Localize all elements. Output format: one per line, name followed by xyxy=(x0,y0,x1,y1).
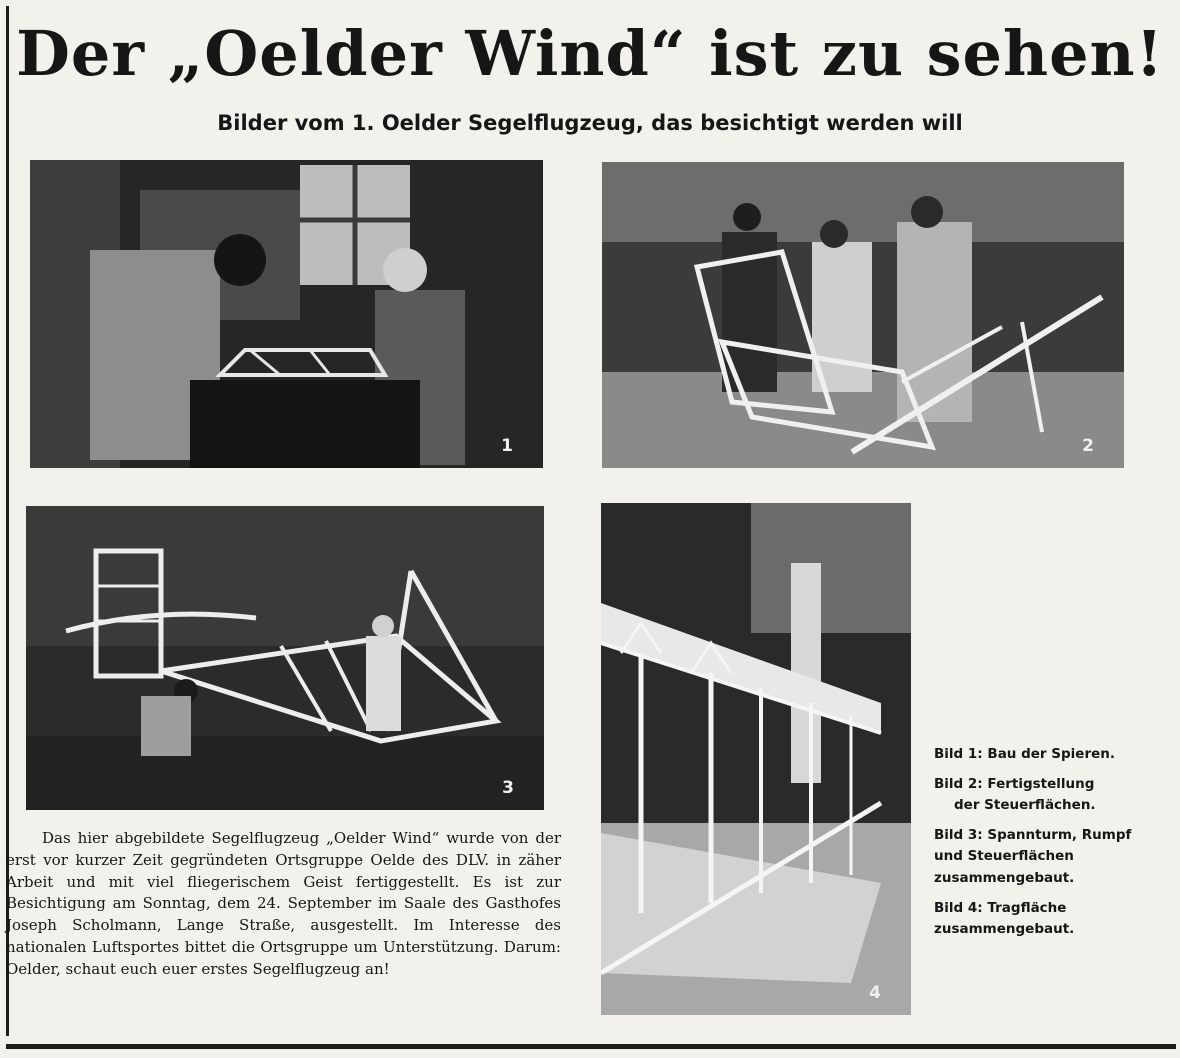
photo-4-image xyxy=(601,503,911,1015)
caption-3-label: Bild 3: xyxy=(934,826,983,843)
photo-3-number: 3 xyxy=(502,778,514,798)
photo-1-image xyxy=(30,160,543,468)
photo-2-number: 2 xyxy=(1082,436,1094,456)
headline: Der „Oelder Wind“ ist zu sehen! xyxy=(16,17,1164,90)
caption-1 xyxy=(934,744,1158,766)
subtitle: Bilder vom 1. Oelder Segelflugzeug, das besichtigt werden will xyxy=(217,111,963,135)
caption-1-text: Bau der Spieren. xyxy=(987,746,1116,762)
caption-2 xyxy=(934,774,1158,817)
caption-2-label: Bild 2: xyxy=(934,775,983,792)
caption-1-label: Bild 1: xyxy=(934,746,983,762)
caption-3-text: Spannturm, Rumpf und Steuerflächen zusammengebaut. xyxy=(934,826,1132,886)
photo-captions xyxy=(934,744,1158,949)
photo-4-number: 4 xyxy=(869,983,881,1003)
photo-2-image xyxy=(602,162,1124,468)
caption-4-text: Tragfläche zusammengebaut. xyxy=(934,899,1075,938)
caption-4-label: Bild 4: xyxy=(934,899,983,916)
photo-3-image xyxy=(26,506,544,810)
photo-1-number: 1 xyxy=(501,436,513,456)
caption-3 xyxy=(934,825,1158,890)
photo-1 xyxy=(30,160,543,468)
photo-4 xyxy=(601,503,911,1015)
caption-2-continuation: der Steuerflächen. xyxy=(954,797,1096,814)
caption-4 xyxy=(934,898,1158,941)
article-body xyxy=(6,828,561,981)
caption-2-text: Fertigstellung xyxy=(987,775,1095,792)
photo-2 xyxy=(602,162,1124,468)
bottom-rule xyxy=(6,1044,1176,1049)
photo-3 xyxy=(26,506,544,810)
article-paragraph: Das hier abgebildete Segelflugzeug „Oelder Wind“ wurde von der erst vor kurzer Zeit gegründeten Ortsgruppe Oelde des DLV. in zäher Arbeit und mit viel fliegerischem Geist fertiggestellt. Es ist zur Besichtigung am Sonntag, dem 24. September im Saale des Gasthofes Joseph Scholmann, Lange Straße, ausgestellt. Im Interesse des nationalen Luftsportes bittet die Ortsgruppe um Unterstützung. Darum: Oelder, schaut euch euer erstes Segelflugzeug an! xyxy=(6,829,561,978)
